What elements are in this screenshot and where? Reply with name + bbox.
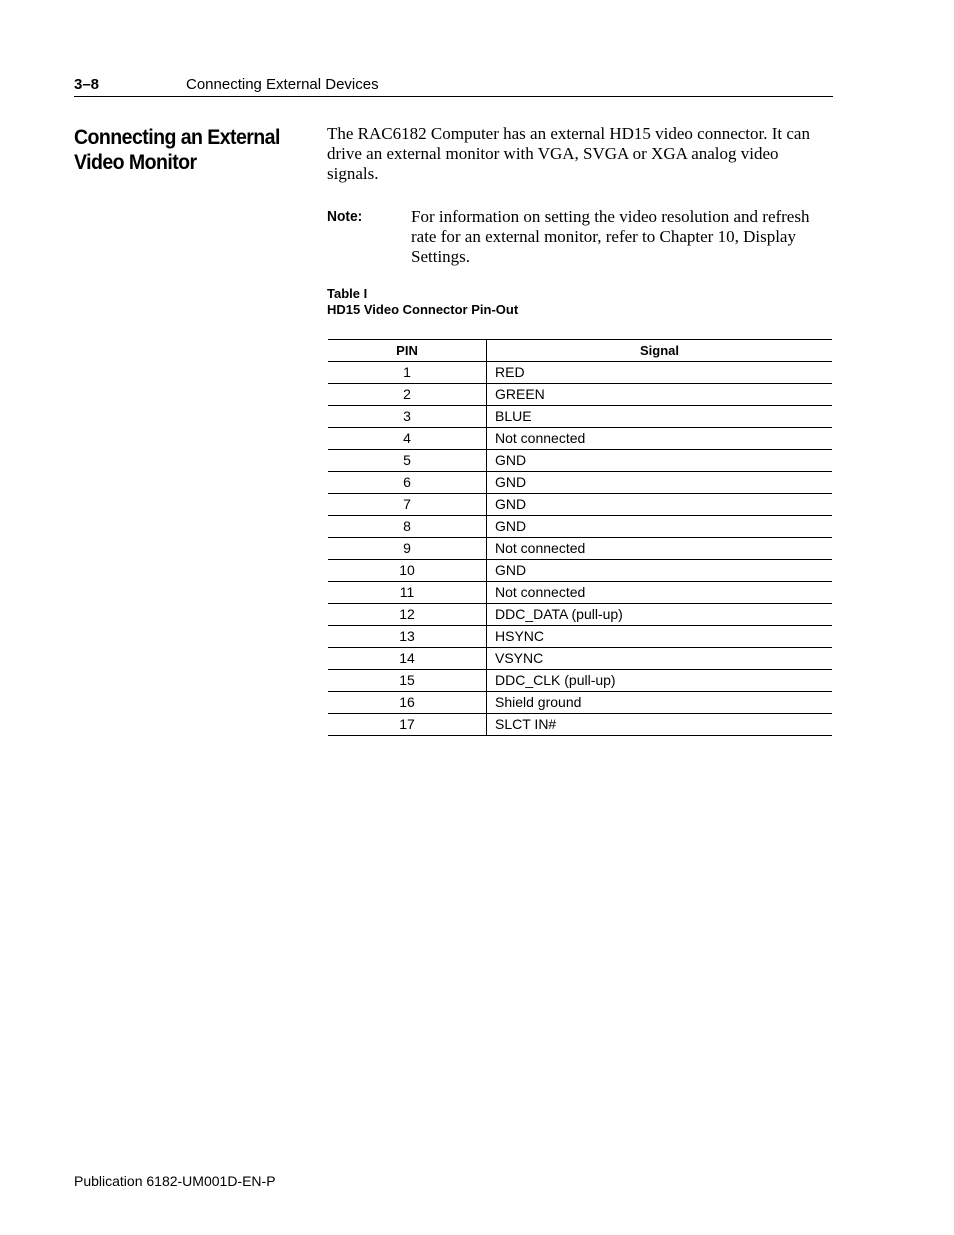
pin-number-cell: 2	[328, 384, 487, 406]
signal-cell: SLCT IN#	[487, 714, 833, 736]
signal-cell: Not connected	[487, 428, 833, 450]
table-row	[328, 626, 832, 648]
signal-cell: GND	[487, 472, 833, 494]
page-number: 3–8	[74, 76, 100, 93]
section-title	[74, 125, 288, 175]
pin-number-cell: 4	[328, 428, 487, 450]
table-row	[328, 692, 832, 714]
pin-number-cell: 14	[328, 648, 487, 670]
publication-footer: Publication 6182-UM001D-EN-P	[74, 1173, 276, 1189]
pin-number-cell: 5	[328, 450, 487, 472]
table-row	[328, 384, 832, 406]
pin-number-cell: 17	[328, 714, 487, 736]
table-title: HD15 Video Connector Pin-Out	[327, 302, 519, 317]
signal-cell: Not connected	[487, 582, 833, 604]
pin-number-cell: 8	[328, 516, 487, 538]
pin-number-cell: 12	[328, 604, 487, 626]
pin-number-cell: 10	[328, 560, 487, 582]
chapter-title: Connecting External Devices	[186, 76, 379, 93]
section-title-line-2: Video Monitor	[74, 151, 197, 174]
signal-cell: DDC_CLK (pull-up)	[487, 670, 833, 692]
table-row	[328, 428, 832, 450]
column-header-signal: Signal	[487, 340, 833, 362]
table-row	[328, 494, 832, 516]
signal-cell: GREEN	[487, 384, 833, 406]
pin-number-cell: 6	[328, 472, 487, 494]
signal-cell: GND	[487, 560, 833, 582]
pin-number-cell: 15	[328, 670, 487, 692]
pin-number-cell: 9	[328, 538, 487, 560]
table-row	[328, 538, 832, 560]
signal-cell: RED	[487, 362, 833, 384]
intro-paragraph: The RAC6182 Computer has an external HD15 video connector. It can drive an external monitor with VGA, SVGA or XGA analog video signals.	[327, 124, 810, 183]
pin-number-cell: 16	[328, 692, 487, 714]
pin-number-cell: 13	[328, 626, 487, 648]
note-label: Note:	[327, 208, 363, 225]
table-row	[328, 362, 832, 384]
table-row	[328, 516, 832, 538]
signal-cell: Shield ground	[487, 692, 833, 714]
signal-cell: Not connected	[487, 538, 833, 560]
table-caption	[327, 286, 518, 318]
table-row	[328, 670, 832, 692]
pinout-table	[328, 339, 832, 736]
table-row	[328, 472, 832, 494]
table-row	[328, 406, 832, 428]
signal-cell: HSYNC	[487, 626, 833, 648]
table-row	[328, 648, 832, 670]
table-row	[328, 604, 832, 626]
note-text: For information on setting the video resolution and refresh rate for an external monitor, refer to Chapter 10, Display Settings.	[411, 207, 810, 266]
column-header-pin: PIN	[328, 340, 487, 362]
pin-number-cell: 7	[328, 494, 487, 516]
page-header	[74, 75, 833, 97]
pin-number-cell: 3	[328, 406, 487, 428]
signal-cell: GND	[487, 516, 833, 538]
signal-cell: GND	[487, 450, 833, 472]
table-header-row	[328, 340, 832, 362]
table-row	[328, 582, 832, 604]
signal-cell: VSYNC	[487, 648, 833, 670]
signal-cell: GND	[487, 494, 833, 516]
section-title-line-1: Connecting an External	[74, 126, 280, 149]
signal-cell: DDC_DATA (pull-up)	[487, 604, 833, 626]
table-row	[328, 560, 832, 582]
table-row	[328, 714, 832, 736]
table-row	[328, 450, 832, 472]
table-number: Table I	[327, 286, 368, 301]
table-body	[328, 362, 832, 736]
pin-number-cell: 11	[328, 582, 487, 604]
signal-cell: BLUE	[487, 406, 833, 428]
pin-number-cell: 1	[328, 362, 487, 384]
